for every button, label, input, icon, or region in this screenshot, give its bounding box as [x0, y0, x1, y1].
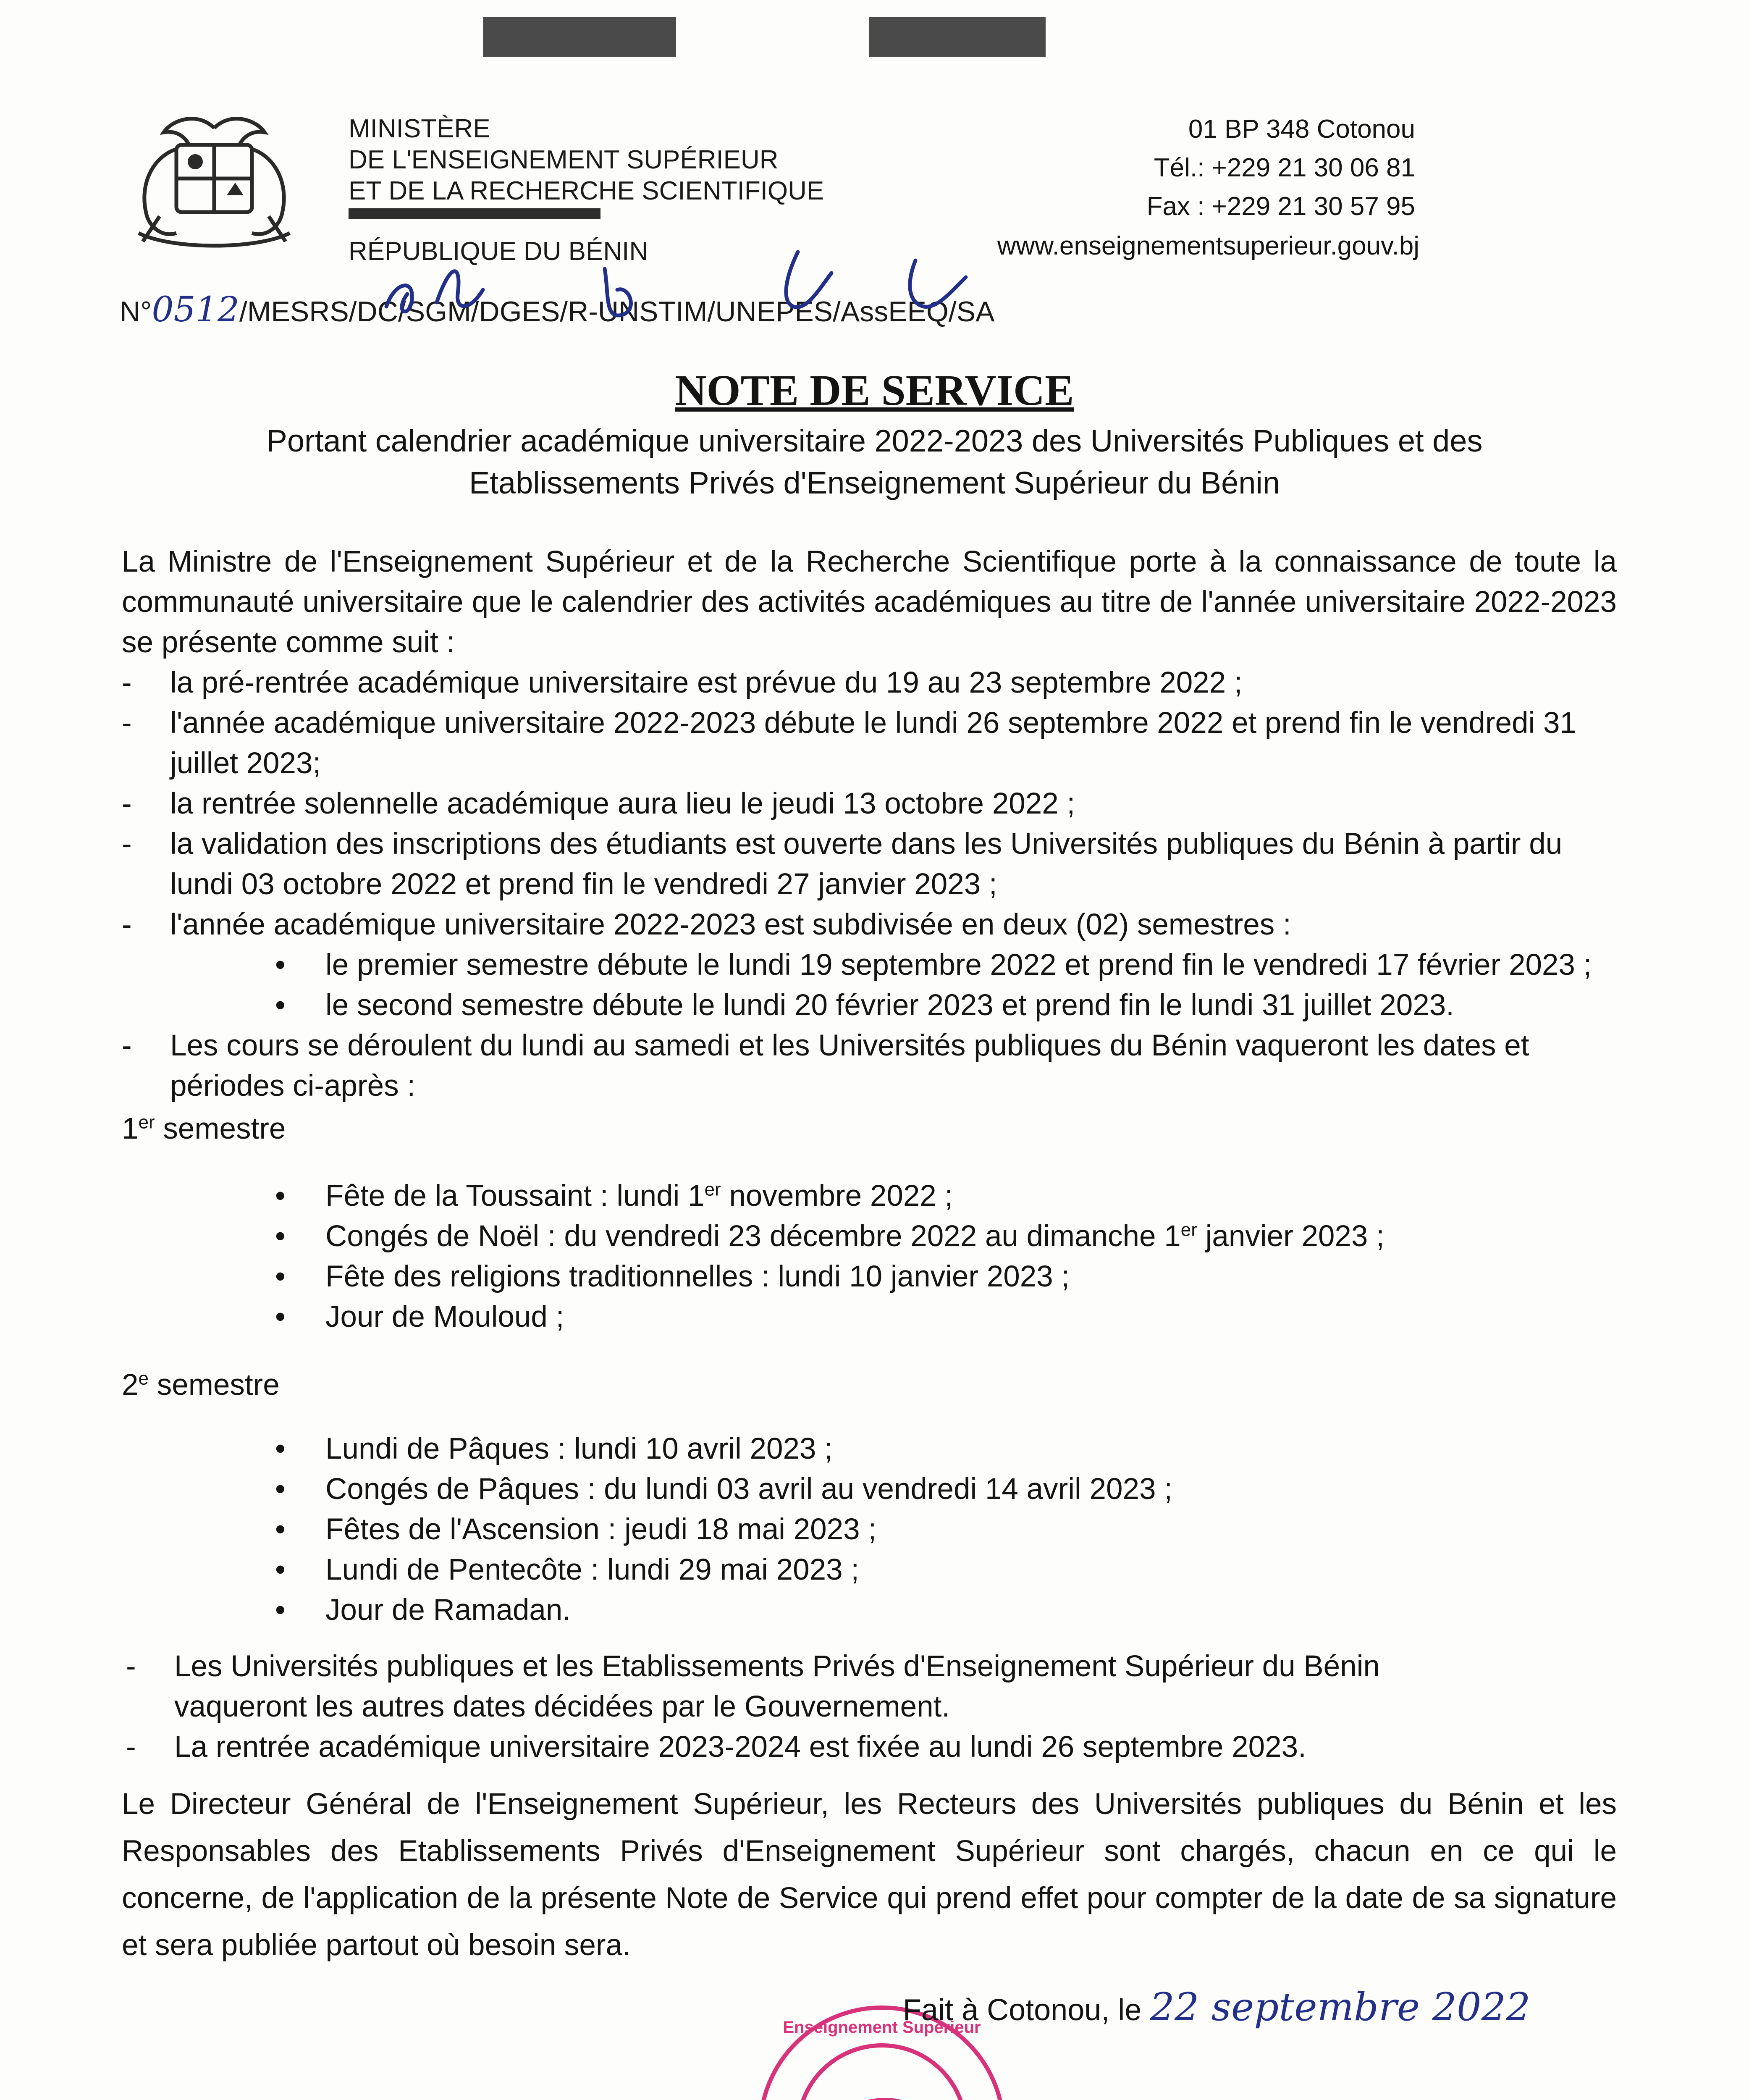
list-item: • Congés de Pâques : du lundi 03 avril au vendredi 14 avril 2023 ; [275, 1469, 1617, 1509]
redaction-bar [869, 17, 1046, 57]
subtitle-line: Portant calendrier académique universitaire 2022-2023 des Universités Publiques et des [266, 423, 1483, 458]
website-link[interactable]: www.enseignementsuperieur.gouv.bj [997, 231, 1419, 260]
list-item: - la rentrée solennelle académique aura lieu le jeudi 13 octobre 2022 ; [122, 784, 1617, 824]
svg-text:Enseignement Supérieur: Enseignement Supérieur [783, 2018, 981, 2037]
address: 01 BP 348 Cotonou [1188, 115, 1415, 144]
list-item: • le premier semestre débute le lundi 19 septembre 2022 et prend fin le vendredi 17 février 2023 ; [275, 945, 1617, 985]
list-item: • Lundi de Pâques : lundi 10 avril 2023 ; [275, 1429, 1617, 1469]
document-subtitle [168, 420, 1581, 504]
final-items [126, 1646, 1512, 1767]
intro-paragraph: La Ministre de l'Enseignement Supérieur et de la Recherche Scientifique porte à la connaissance de toute la communauté universitaire que le calendrier des activités académiques au titre de l'année universitaire 2022-2023 se présente comme suit : [122, 545, 1617, 659]
list-item-text: - l'année académique universitaire 2022-2023 est subdivisée en deux (02) semestres : [170, 908, 1291, 941]
list-item: - la validation des inscriptions des étudiants est ouverte dans les Universités publiques du Bénin à partir du lundi 03 octobre 2022 et prend fin le vendredi 27 janvier 2023 ; [122, 824, 1617, 905]
document-title: NOTE DE SERVICE [675, 366, 1074, 415]
reference-prefix: N° [120, 296, 152, 328]
subtitle-line: Etablissements Privés d'Enseignement Supérieur du Bénin [469, 465, 1280, 500]
ministry-line: MINISTÈRE [349, 114, 490, 143]
list-item: - La rentrée académique universitaire 2023-2024 est fixée au lundi 26 septembre 2023. [126, 1727, 1512, 1767]
calendar-list [122, 663, 1617, 1106]
closing-paragraph: Le Directeur Général de l'Enseignement Supérieur, les Recteurs des Universités publiques du Bénin et les Responsables des Etablissements Privés d'Enseignement Supérieur sont chargés, chacun en ce qui le concerne, de l'application de la présente Note de Service qui prend effet pour compter de la date de sa signature et sera publiée partout où besoin sera. [122, 1788, 1617, 1962]
body-text-top [122, 542, 1617, 1106]
place-label: Fait à Cotonou, le [903, 1993, 1150, 2027]
coat-of-arms-icon [113, 111, 315, 262]
contact-block [997, 110, 1419, 260]
holiday-list [122, 1176, 1617, 1337]
redaction-bar [349, 208, 600, 219]
handwritten-initials [370, 235, 999, 328]
republic-line: RÉPUBLIQUE DU BÉNIN [349, 237, 648, 266]
list-item: • Lundi de Pentecôte : lundi 29 mai 2023 ; [275, 1550, 1617, 1590]
list-item: • Fête des religions traditionnelles : lundi 10 janvier 2023 ; [275, 1257, 1617, 1297]
semester-heading: 2e semestre [122, 1368, 280, 1402]
list-item: - Les Universités publiques et les Etablissements Privés d'Enseignement Supérieur du Bénin vaqueront les autres dates décidées par le Gouvernement. [126, 1646, 1512, 1727]
redaction-bar [483, 17, 676, 57]
list-item: • Fête de la Toussaint : lundi 1er novembre 2022 ; [275, 1176, 1617, 1216]
fax: Fax : +229 21 30 57 95 [1146, 192, 1415, 221]
holiday-list [122, 1429, 1617, 1630]
list-item: • le second semestre débute le lundi 20 février 2023 et prend fin le lundi 31 juillet 2023. [275, 985, 1617, 1026]
list-item: - l'année académique universitaire 2022-2023 débute le lundi 26 septembre 2022 et prend fin le vendredi 31 juillet 2023; [122, 703, 1617, 784]
reference-handwritten-number: 0512 [152, 290, 239, 330]
list-item: - la pré-rentrée académique universitaire est prévue du 19 au 23 septembre 2022 ; [122, 663, 1617, 703]
list-item: • Jour de Ramadan. [275, 1590, 1617, 1630]
final-list [126, 1646, 1512, 1767]
semester-1-section [122, 1109, 1617, 1337]
reference-suffix: /MESRS/DC/SGM/DGES/R-UNSTIM/UNEPES/AssEEQ/SA [239, 296, 995, 328]
semester-list [170, 945, 1617, 1026]
semester-2-section [122, 1365, 1617, 1630]
ministry-line: ET DE LA RECHERCHE SCIENTIFIQUE [349, 176, 824, 205]
list-item: • Jour de Mouloud ; [275, 1297, 1617, 1337]
list-item: • Fêtes de l'Ascension : jeudi 18 mai 2023 ; [275, 1509, 1617, 1550]
handwritten-date: 22 septembre 2022 [1150, 1984, 1531, 2029]
list-item: - Les cours se déroulent du lundi au samedi et les Universités publiques du Bénin vaqueront les dates et périodes ci-après : [122, 1026, 1617, 1106]
telephone: Tél.: +229 21 30 06 81 [1154, 153, 1415, 182]
ministry-line: DE L'ENSEIGNEMENT SUPÉRIEUR [349, 145, 779, 174]
semester-heading: 1er semestre [122, 1112, 286, 1145]
place-and-date [903, 1984, 1531, 2029]
list-item [122, 905, 1617, 1026]
list-item: • Congés de Noël : du vendredi 23 décembre 2022 au dimanche 1er janvier 2023 ; [275, 1216, 1617, 1257]
